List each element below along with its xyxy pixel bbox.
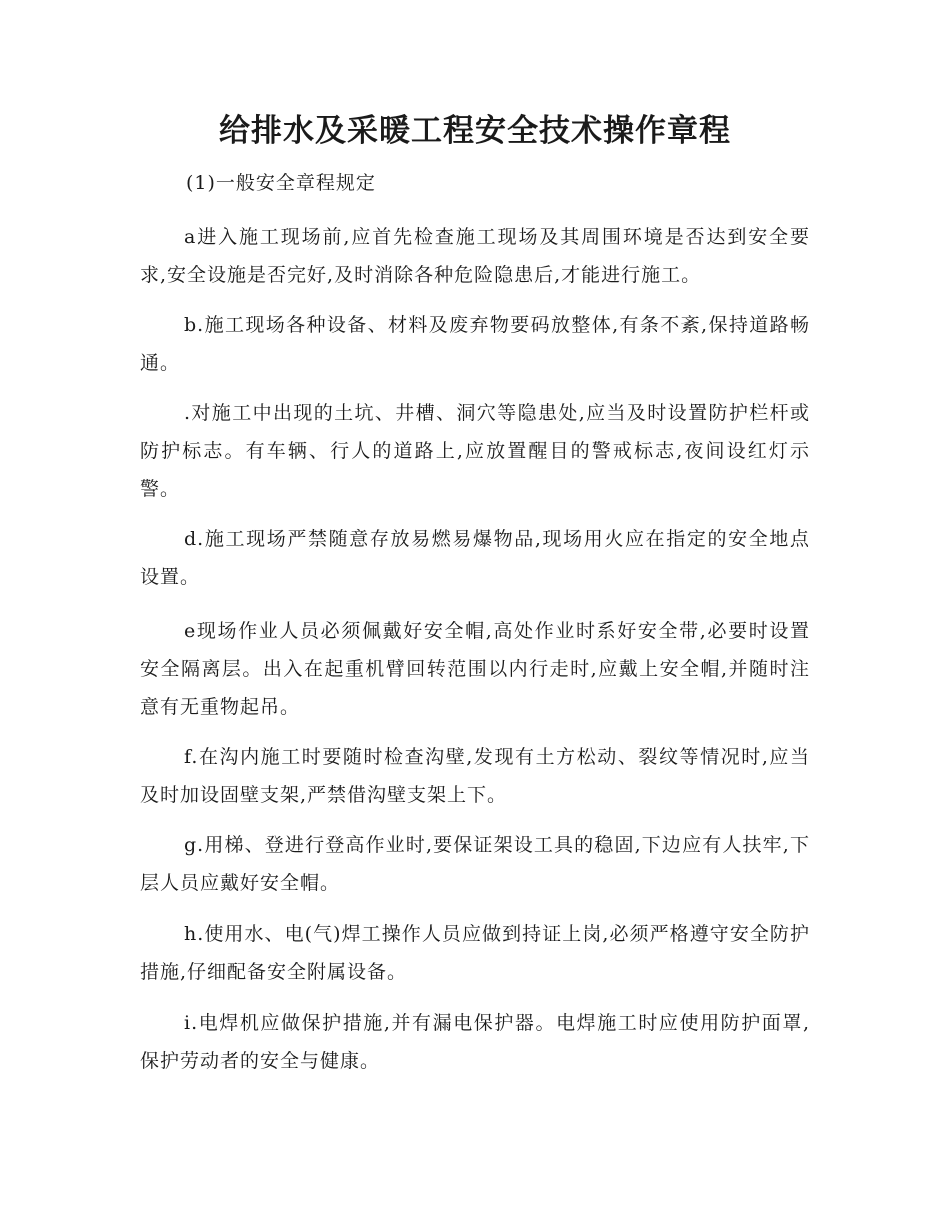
- paragraph-b: b.施工现场各种设备、材料及废弃物要码放整体,有条不紊,保持道路畅通。: [140, 314, 810, 374]
- section-heading: (1)一般安全章程规定: [186, 172, 376, 194]
- paragraph-i: i.电焊机应做保护措施,并有漏电保护器。电焊施工时应使用防护面罩,保护劳动者的安全与健康。: [140, 1012, 810, 1072]
- document-title: 给排水及采暖工程安全技术操作章程: [219, 113, 731, 149]
- paragraph-d: d.施工现场严禁随意存放易燃易爆物品,现场用火应在指定的安全地点设置。: [140, 528, 810, 588]
- paragraph-c: .对施工中出现的土坑、井槽、洞穴等隐患处,应当及时设置防护栏杆或防护标志。有车辆、行人的道路上,应放置醒目的警戒标志,夜间设红灯示警。: [140, 402, 810, 500]
- paragraph-g: g.用梯、登进行登高作业时,要保证架设工具的稳固,下边应有人扶牢,下层人员应戴好安全帽。: [140, 834, 810, 894]
- paragraph-h: h.使用水、电(气)焊工操作人员应做到持证上岗,必须严格遵守安全防护措施,仔细配备安全附属设备。: [140, 923, 810, 983]
- paragraph-f: f.在沟内施工时要随时检查沟壁,发现有土方松动、裂纹等情况时,应当及时加设固壁支架,严禁借沟壁支架上下。: [140, 746, 810, 806]
- paragraph-a: a进入施工现场前,应首先检查施工现场及其周围环境是否达到安全要求,安全设施是否完好,及时消除各种危险隐患后,才能进行施工。: [140, 226, 810, 286]
- paragraph-e: e现场作业人员必须佩戴好安全帽,高处作业时系好安全带,必要时设置安全隔离层。出入在起重机臂回转范围以内行走时,应戴上安全帽,并随时注意有无重物起吊。: [140, 620, 810, 718]
